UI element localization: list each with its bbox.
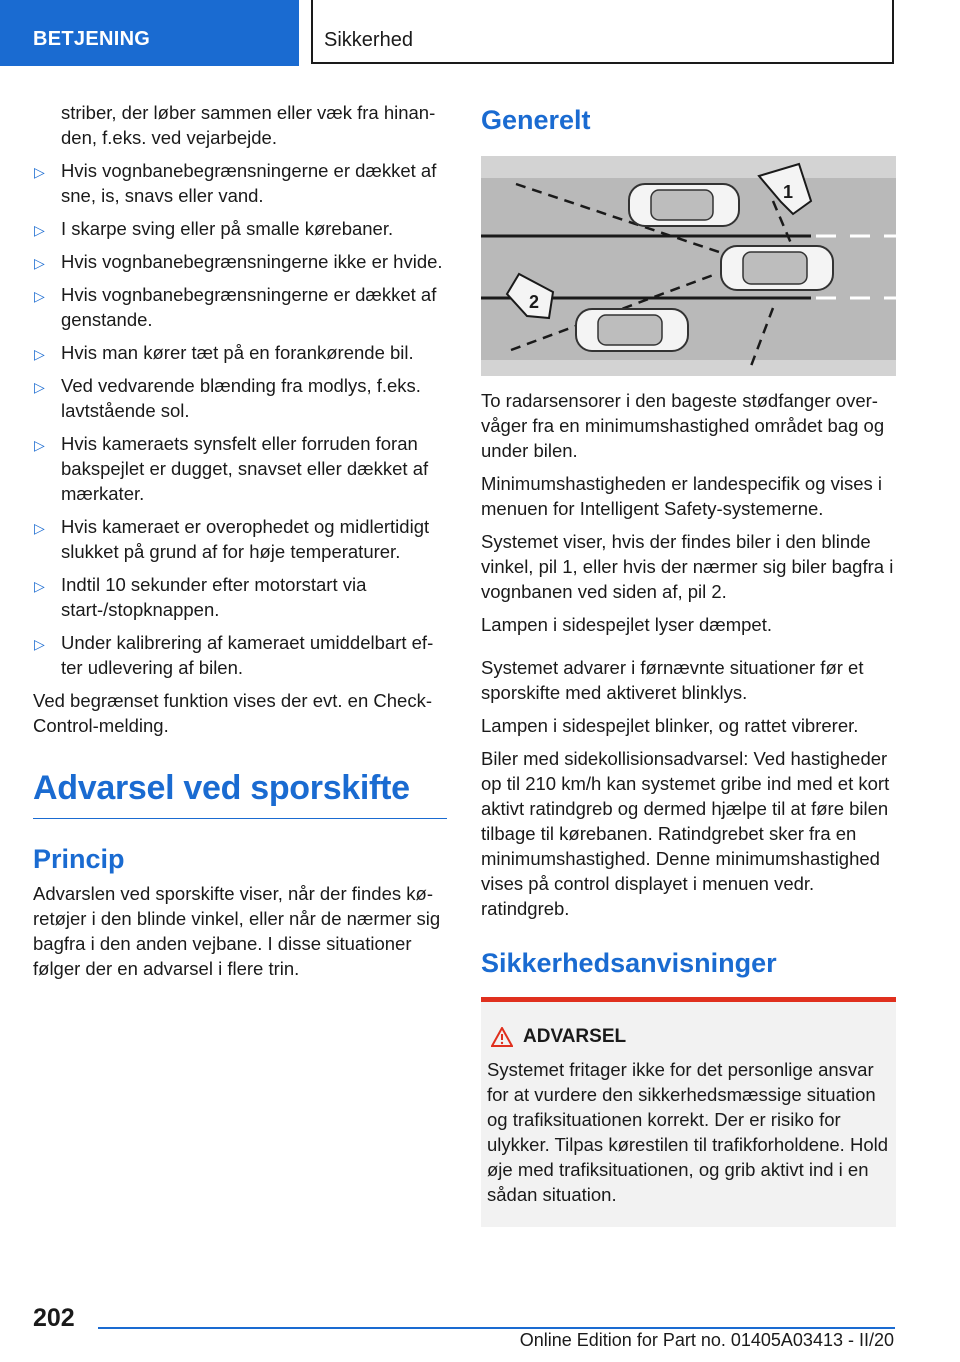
subheading-principle: Princip <box>33 844 125 874</box>
blind-spot-illustration <box>481 156 896 376</box>
paragraph-blind-angle: Systemet viser, hvis der findes biler i den blinde vinkel, pil 1, eller hvis der nærmer sig biler bagfra i vognbanen ved siden af, pil 2. <box>481 531 894 602</box>
triangle-bullet-icon: ▷ <box>34 578 45 594</box>
car-approaching-icon <box>576 309 688 351</box>
triangle-bullet-icon: ▷ <box>34 520 45 536</box>
list-item: ▷ Hvis vognbanebegrænsningerne ikke er hvide. <box>33 249 447 274</box>
car-blind-spot-icon <box>629 184 739 226</box>
list-item: ▷ Indtil 10 sekunder efter motorstart via start-/stopknappen. <box>34 574 367 620</box>
right-column <box>481 100 896 1227</box>
paragraph-min-speed: Minimumshastigheden er landespecifik og vises i menuen for Intelligent Safety-systemerne. <box>481 473 883 519</box>
paragraph-lamp-blink: Lampen i sidespejlet blinker, og rattet vibrerer. <box>481 715 859 736</box>
triangle-bullet-icon: ▷ <box>34 164 45 180</box>
triangle-bullet-icon: ▷ <box>34 222 45 238</box>
list-item: ▷ Ved vedvarende blænding fra modlys, f.eks. lavtstående sol. <box>34 375 421 421</box>
check-control-note: Ved begrænset funktion vises der evt. en Check-Control-melding. <box>33 690 432 736</box>
warning-triangle-icon <box>491 1027 513 1047</box>
svg-text:2: 2 <box>529 292 540 312</box>
list-item: ▷ I skarpe sving eller på smalle kørebaner. <box>33 216 447 241</box>
own-car-icon <box>721 246 833 290</box>
subheading-safety: Sikkerhedsanvisninger <box>481 948 777 978</box>
principle-text: Advarslen ved sporskifte viser, når der findes køretøjer i den blinde vinkel, eller når de nærmer sig bagfra i den anden vejbane. I disse situationer følger der en advarsel i flere trin. <box>33 883 441 979</box>
svg-text:1: 1 <box>783 182 794 202</box>
footer-rule <box>98 1327 895 1329</box>
triangle-bullet-icon: ▷ <box>34 636 45 652</box>
list-item: ▷ Under kalibrering af kameraet umiddelbart efter udlevering af bilen. <box>34 632 434 678</box>
footer-edition: Online Edition for Part no. 01405A03413 - II/20 <box>519 1330 894 1350</box>
page-number: 202 <box>33 1304 75 1332</box>
triangle-bullet-icon: ▷ <box>34 288 45 304</box>
header-section-tab <box>0 0 299 66</box>
triangle-bullet-icon: ▷ <box>34 379 45 395</box>
list-item: ▷ Hvis kameraets synsfelt eller forruden foran bakspejlet er dugget, snavset eller dækket af mærkater. <box>34 433 429 504</box>
triangle-bullet-icon: ▷ <box>34 255 45 271</box>
triangle-bullet-icon: ▷ <box>34 346 45 362</box>
list-item: ▷ Hvis man kører tæt på en forankørende bil. <box>33 340 447 365</box>
warning-text: Systemet fritager ikke for det personlige ansvar for at vurdere den sikkerhedsmæssige situation og trafiksituationen korrekt. Der er risiko for ulykker. Tilpas kørestilen til trafikforholdene. Hold øje med trafiksituationen, og grib aktivt ind i en sådan situation. <box>487 1059 889 1205</box>
section-heading-lane-change-warning: Advarsel ved sporskifte <box>33 768 447 819</box>
continuation-text: striber, der løber sammen eller væk fra hinanden, f.eks. ved vejarbejde. <box>61 102 436 148</box>
left-column <box>33 100 447 989</box>
paragraph-warns: Systemet advarer i førnævnte situationer før et sporskifte med aktiveret blinklys. <box>481 657 864 703</box>
paragraph-radar: To radarsensorer i den bageste stødfanger overvåger fra en minimumshastighed området bag og under bilen. <box>481 390 885 461</box>
paragraph-lamp-dim: Lampen i sidespejlet lyser dæmpet. <box>481 614 773 635</box>
warning-title: ADVARSEL <box>487 1024 888 1049</box>
header-chapter-label: Sikkerhed <box>324 29 413 51</box>
list-item: ▷ Hvis vognbanebegrænsningerne er dækket af genstande. <box>34 284 437 330</box>
list-item: ▷ Hvis kameraet er overophedet og midlertidigt slukket på grund af for høje temperaturer. <box>34 516 430 562</box>
warning-box <box>481 997 896 1227</box>
header-chapter-tab <box>311 0 894 64</box>
limitation-list <box>33 158 447 680</box>
road-diagram <box>481 156 896 376</box>
triangle-bullet-icon: ▷ <box>34 437 45 453</box>
paragraph-side-collision: Biler med sidekollisionsadvarsel: Ved hastigheder op til 210 km/h kan systemet gribe ind med et kort aktivt ratindgreb og dermed hjælpe til at føre bilen tilbage til kørebanen. Ratindgrebet sker fra en minimumshastighed. Denne minimumshastighed vises på control displayet i menuen vedr. ratindgreb. <box>481 748 890 919</box>
list-item: ▷ Hvis vognbanebegrænsningerne er dækket af sne, is, snavs eller vand. <box>34 160 437 206</box>
subheading-general: Generelt <box>481 105 591 135</box>
header-section-label: BETJENING <box>33 28 151 50</box>
